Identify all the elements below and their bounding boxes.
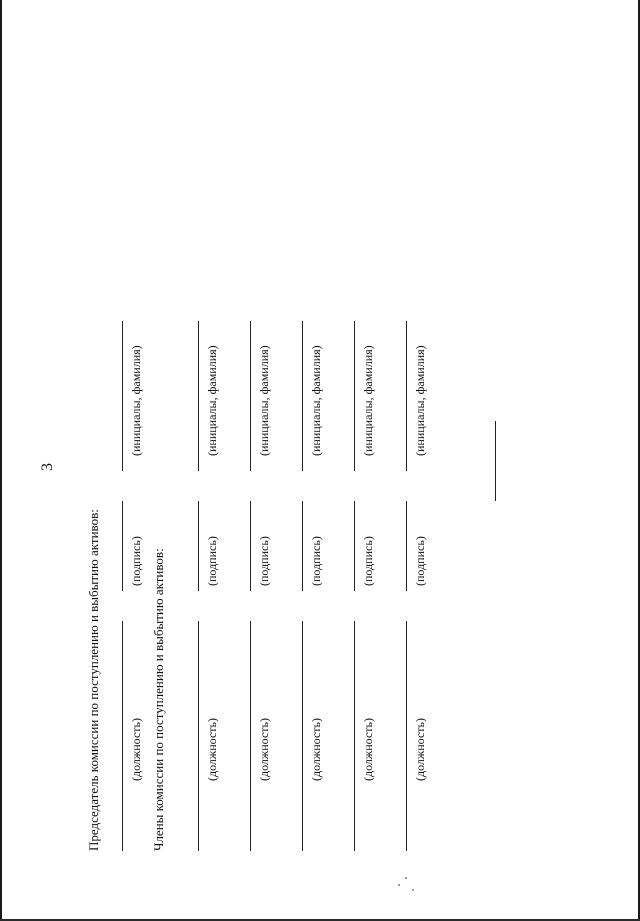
signature-caption: (подпись) (309, 536, 323, 586)
position-line (302, 621, 303, 851)
position-caption: (должность) (205, 718, 219, 781)
scan-speck (412, 889, 414, 891)
signature-line (406, 501, 407, 591)
name-caption: (инициалы, фамилия) (361, 345, 375, 456)
signature-line (250, 501, 251, 591)
members-heading: Члены комиссии по поступлению и выбытию активов: (151, 548, 166, 851)
scan-speck (398, 884, 400, 886)
signature-caption: (подпись) (129, 536, 143, 586)
name-caption: (инициалы, фамилия) (309, 345, 323, 456)
signature-line (198, 501, 199, 591)
page-number: 3 (39, 463, 56, 471)
position-caption: (должность) (257, 718, 271, 781)
name-line (302, 321, 303, 471)
name-line (122, 321, 123, 471)
name-caption: (инициалы, фамилия) (413, 345, 427, 456)
name-line (250, 321, 251, 471)
position-caption: (должность) (361, 718, 375, 781)
name-caption: (инициалы, фамилия) (205, 345, 219, 456)
position-line (354, 621, 355, 851)
chairman-heading: Председатель комиссии по поступлению и выбытию активов: (86, 509, 101, 851)
signature-caption: (подпись) (361, 536, 375, 586)
position-caption: (должность) (309, 718, 323, 781)
position-line (406, 621, 407, 851)
signature-caption: (подпись) (205, 536, 219, 586)
name-line (406, 321, 407, 471)
name-caption: (инициалы, фамилия) (129, 345, 143, 456)
signature-line (122, 501, 123, 591)
name-line (354, 321, 355, 471)
position-caption: (должность) (129, 718, 143, 781)
position-line (122, 621, 123, 851)
position-line (250, 621, 251, 851)
name-line (198, 321, 199, 471)
position-caption: (должность) (413, 718, 427, 781)
name-caption: (инициалы, фамилия) (257, 345, 271, 456)
signature-caption: (подпись) (257, 536, 271, 586)
signature-caption: (подпись) (413, 536, 427, 586)
closing-line (495, 421, 496, 501)
signature-line (302, 501, 303, 591)
signature-line (354, 501, 355, 591)
position-line (198, 621, 199, 851)
scan-speck (405, 877, 407, 879)
